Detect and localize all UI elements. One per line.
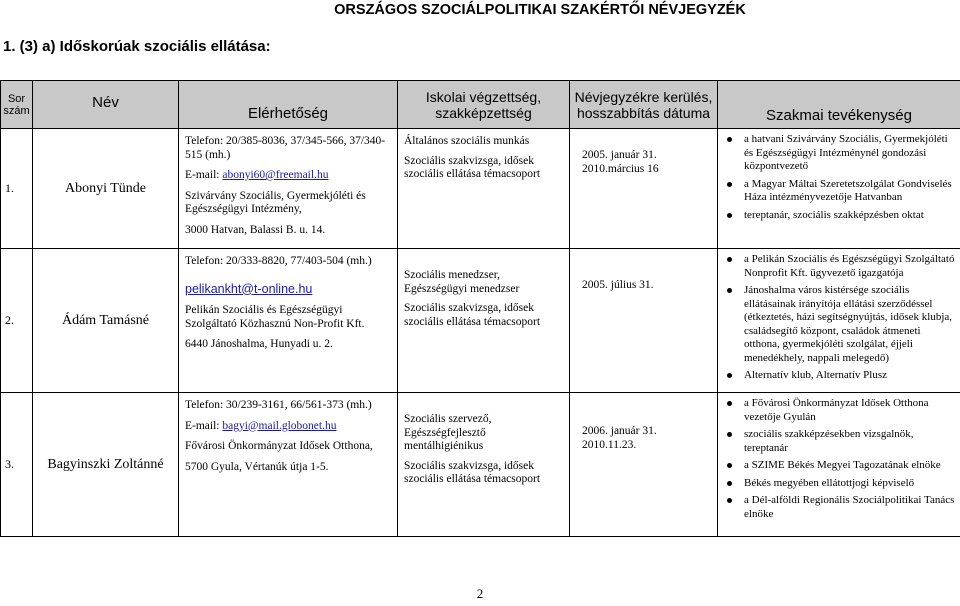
date-item: 2005. január 31. — [582, 149, 657, 161]
contact-address: 5700 Gyula, Vértanúk útja 1-5. — [185, 460, 329, 473]
row-name: Abonyi Tünde — [33, 129, 179, 249]
row-education — [398, 129, 570, 249]
row-num: 3. — [1, 393, 33, 537]
date-item: 2010.március 16 — [582, 162, 659, 175]
row-name: Bagyinszki Zoltánné — [33, 393, 179, 537]
row-dates — [570, 249, 718, 393]
row-contact — [179, 393, 398, 537]
row-dates — [570, 129, 718, 249]
header-num: Sor szám — [1, 81, 33, 129]
profession-item: a Pelikán Szociális és Egészségügyi Szolgáltató Nonprofit Kft. ügyvezető igazgatója — [722, 253, 956, 280]
table-row — [1, 129, 960, 249]
contact-email-line — [185, 283, 391, 298]
header-education: Iskolai végzettség, szakképzettség — [398, 81, 570, 129]
bullet-icon — [727, 463, 732, 468]
header-profession: Szakmai tevékenység — [718, 81, 960, 129]
email-link[interactable]: bagyi@mail.globonet.hu — [222, 419, 337, 432]
row-education — [398, 393, 570, 537]
row-profession — [718, 129, 960, 249]
date-item: 2006. január 31. — [582, 425, 657, 437]
contact-phone: Telefon: 20/385-8036, 37/345-566, 37/340-515 (mh.) — [185, 135, 386, 161]
row-name: Ádám Tamásné — [33, 249, 179, 393]
table-row — [1, 393, 960, 537]
bullet-icon — [727, 498, 732, 503]
bullet-icon — [727, 257, 732, 262]
education-item: Általános szociális munkás — [404, 135, 530, 147]
date-item: 2010.11.23. — [582, 438, 637, 451]
bullet-icon — [727, 288, 732, 293]
bullet-icon — [727, 213, 732, 218]
row-contact — [179, 249, 398, 393]
bullet-icon — [727, 432, 732, 437]
bullet-icon — [727, 373, 732, 378]
education-item: Szociális szakvizsga, idősek szociális ellátása témacsoport — [404, 459, 541, 485]
contact-email-line — [185, 420, 391, 434]
profession-item: a hatvani Szivárvány Szociális, Gyermekjóléti és Egészségügyi Intézménynél gondozási központvezető — [722, 133, 956, 174]
email-link[interactable]: abonyi60@freemail.hu — [222, 169, 329, 181]
page-number: 2 — [476, 586, 484, 601]
date-item: 2005. július 31. — [582, 279, 654, 291]
education-item: Szociális szervező, Egészségfejlesztő mentálhigiénikus — [404, 413, 492, 452]
profession-item: a SZIME Békés Megyei Tagozatának elnöke — [722, 459, 956, 473]
education-item: Szociális szakvizsga, idősek szociális ellátása témacsoport — [404, 154, 541, 180]
table-row — [1, 249, 960, 393]
table-header-row — [1, 81, 960, 129]
document-title: ORSZÁGOS SZOCIÁLPOLITIKAI SZAKÉRTŐI NÉVJEGYZÉK — [334, 2, 746, 18]
email-label: E-mail: — [185, 169, 223, 181]
row-contact — [179, 129, 398, 249]
contact-org: Fővárosi Önkormányzat Idősek Otthona, — [185, 440, 373, 452]
contact-org: Szivárvány Szociális, Gyermekjóléti és Egészségügyi Intézmény, — [185, 189, 366, 215]
bullet-icon — [727, 481, 732, 486]
contact-org: Pelikán Szociális és Egészségügyi Szolgáltató Közhasznú Non-Profit Kft. — [185, 304, 365, 330]
profession-item: a Fővárosi Önkormányzat Idősek Otthona vezetője Gyulán — [722, 397, 956, 424]
header-name: Név — [33, 81, 179, 129]
row-profession — [718, 393, 960, 537]
section-title: 1. (3) a) Időskorúak szociális ellátása: — [3, 38, 271, 55]
profession-item: Békés megyében ellátottjogi képviselő — [722, 477, 956, 491]
email-label: E-mail: — [185, 419, 223, 432]
email-link[interactable]: pelikankht@t-online.hu — [185, 281, 313, 296]
profession-item: tereptanár, szociális szakképzésben oktat — [722, 209, 956, 223]
profession-item: a Magyar Máltai Szeretetszolgálat Gondviselés Háza intézményvezetője Hatvanban — [722, 178, 956, 205]
contact-address: 6440 Jánoshalma, Hunyadi u. 2. — [185, 338, 333, 350]
profession-item: a Dél-alföldi Regionális Szociálpolitikai Tanács elnöke — [722, 494, 956, 521]
contact-email-line — [185, 169, 391, 183]
bullet-icon — [727, 182, 732, 187]
row-profession — [718, 249, 960, 393]
contact-phone: Telefon: 30/239-3161, 66/561-373 (mh.) — [185, 399, 372, 411]
expert-registry-table — [0, 80, 960, 537]
row-num: 1. — [1, 129, 33, 249]
bullet-icon — [727, 137, 732, 142]
education-item: Szociális menedzser, Egészségügyi menedzser — [404, 269, 520, 295]
profession-item: szociális szakképzésekben vizsgalnök, tereptanár — [722, 428, 956, 455]
row-dates — [570, 393, 718, 537]
bullet-icon — [727, 401, 732, 406]
contact-phone: Telefon: 20/333-8820, 77/403-504 (mh.) — [185, 255, 372, 267]
profession-item: Alternatív klub, Alternatív Plusz — [722, 369, 956, 383]
row-num: 2. — [1, 249, 33, 393]
education-item: Szociális szakvizsga, idősek szociális ellátása témacsoport — [404, 302, 541, 328]
profession-item: Jánoshalma város kistérsége szociális ellátásainak irányítója ellátási szerződéssel (étkeztetés, házi segítségnyújtás, idősek klubja, családsegítő központ, családok átmeneti otthona, gyermekjóléti szolgálat, éjjeli menedékhely, nappali melegedő) — [722, 284, 956, 365]
header-contact: Elérhetőség — [179, 81, 398, 129]
contact-address: 3000 Hatvan, Balassi B. u. 14. — [185, 223, 326, 236]
header-dates: Névjegyzékre kerülés, hosszabbítás dátuma — [570, 81, 718, 129]
row-education — [398, 249, 570, 393]
